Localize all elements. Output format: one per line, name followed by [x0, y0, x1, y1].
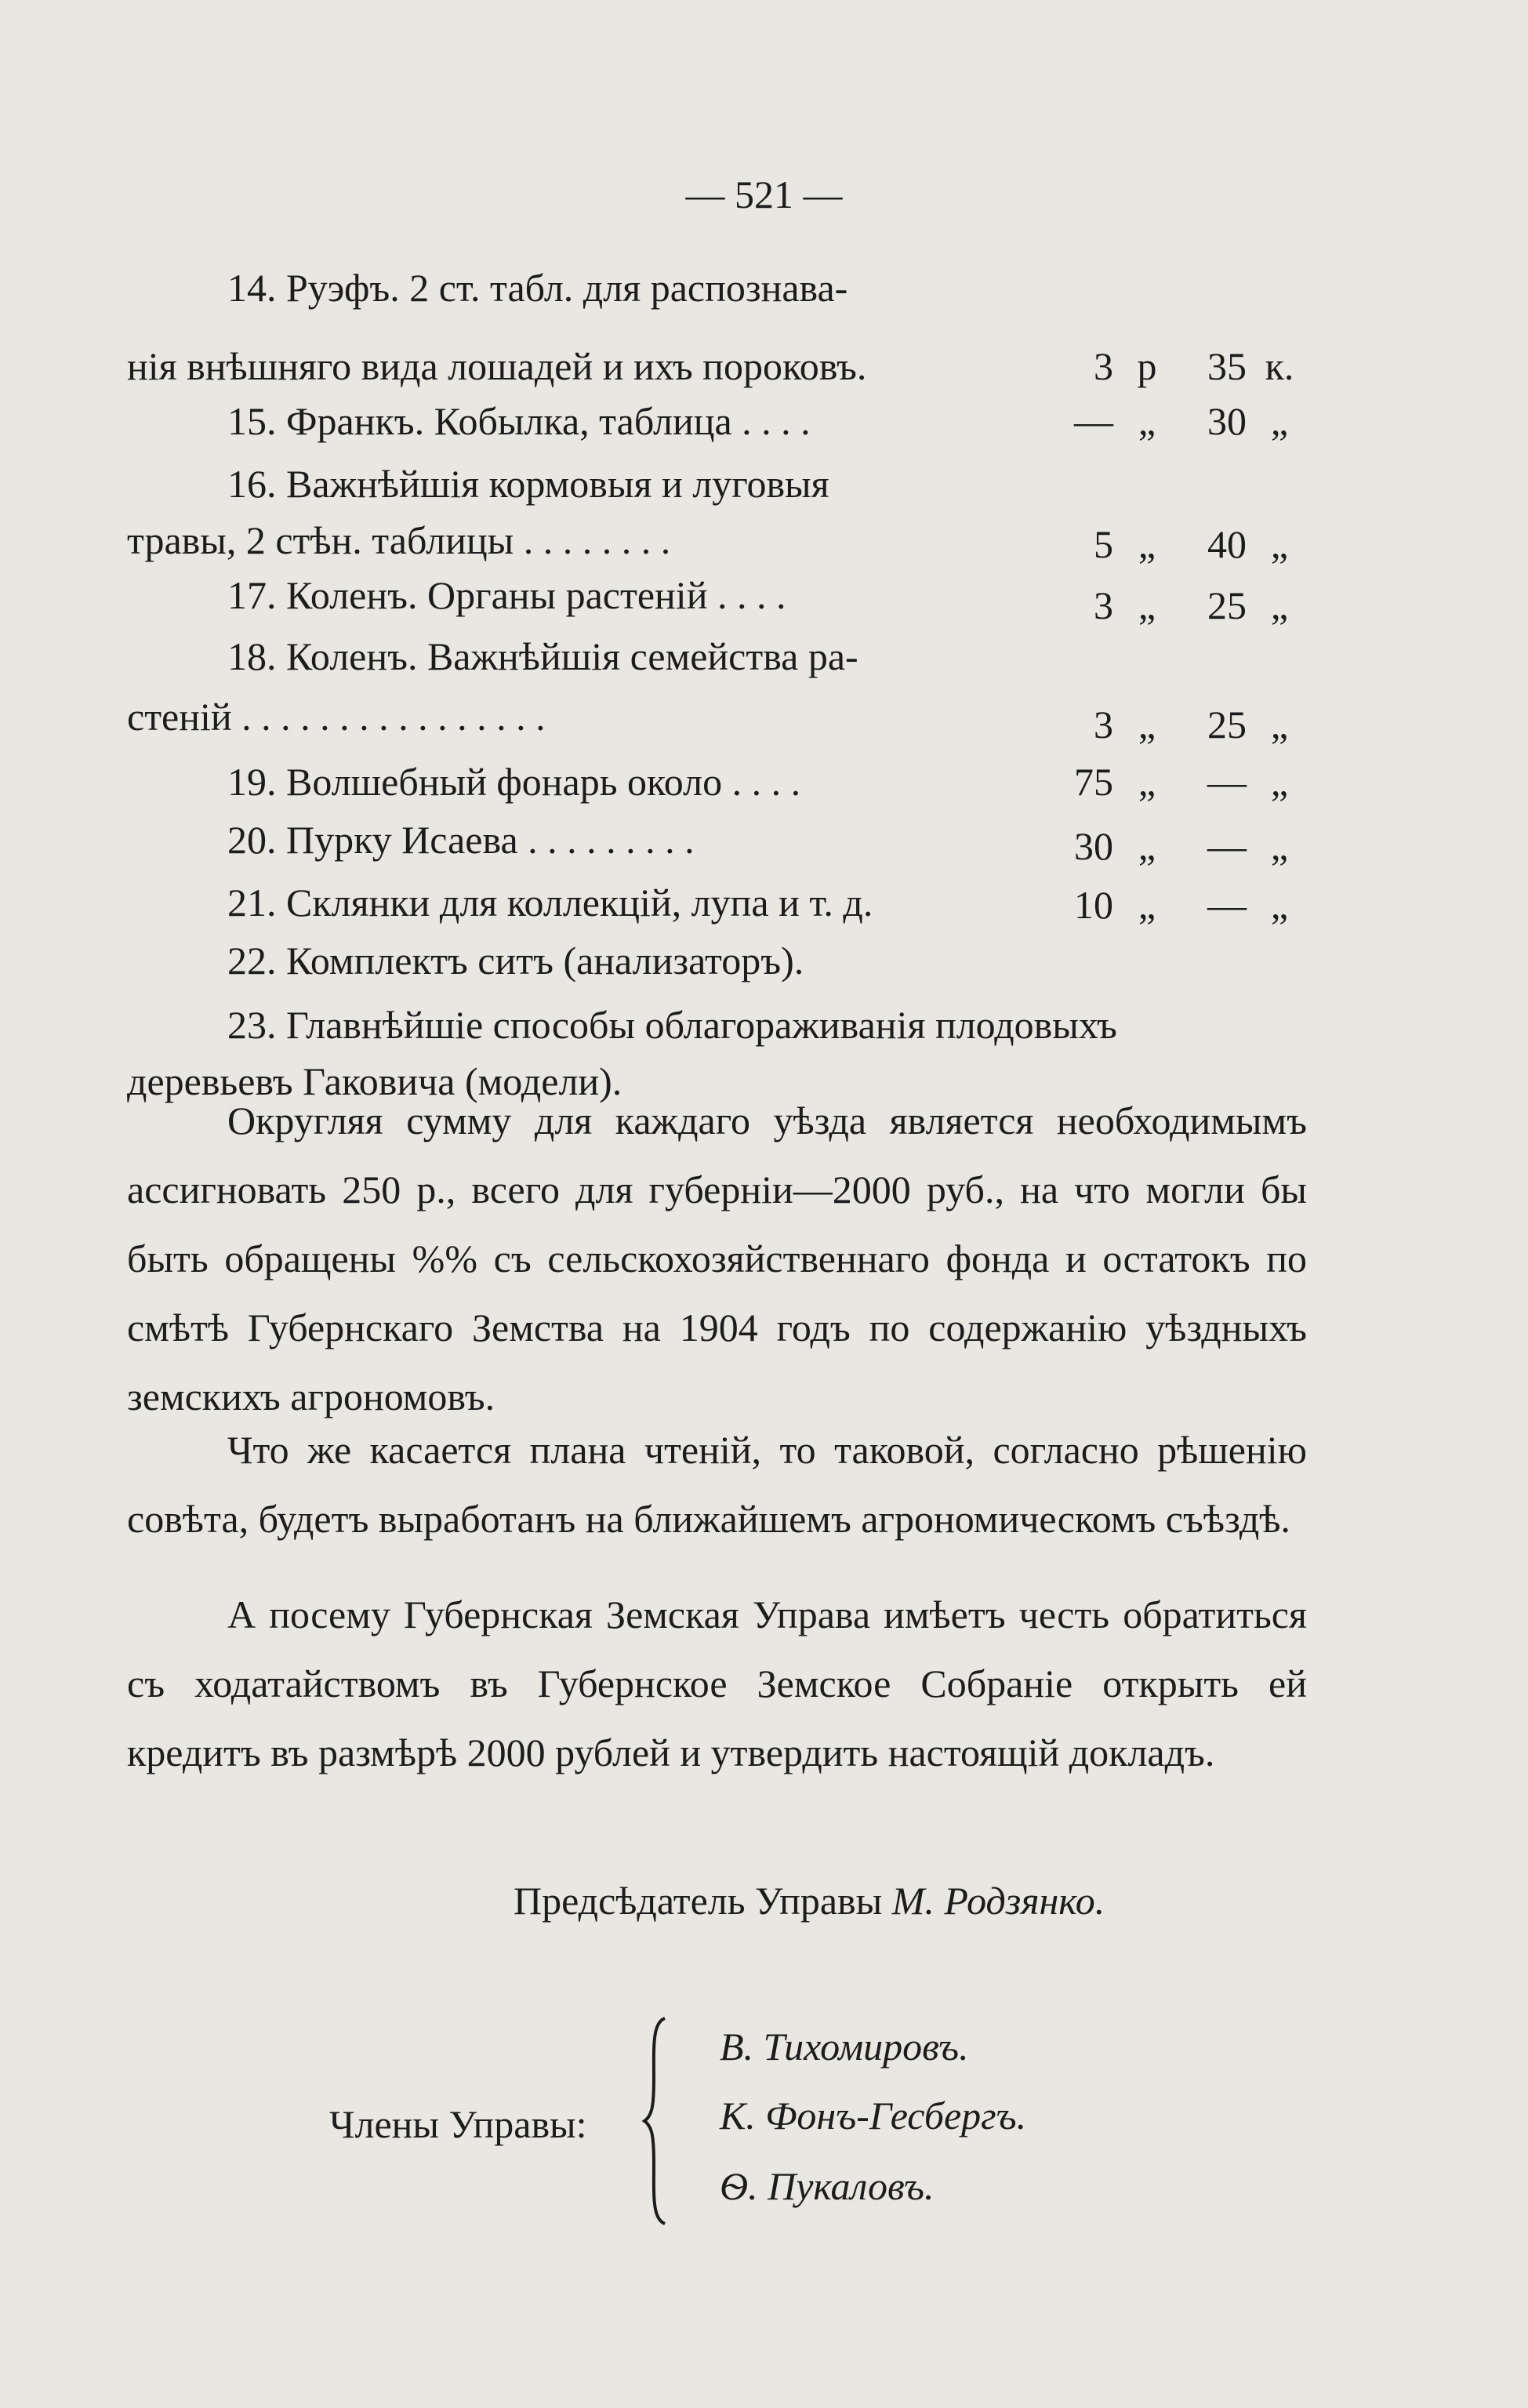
- price-rubles: 10: [1074, 883, 1113, 927]
- price-kopecks: —: [1207, 824, 1247, 868]
- price-suffix: „: [1270, 399, 1289, 443]
- price-rubles: 30: [1074, 824, 1113, 868]
- chairman-name: М. Родзянко.: [891, 1879, 1105, 1923]
- list-item-line: 17. Коленъ. Органы растеній . . . .: [227, 573, 786, 617]
- brace-icon: [641, 2015, 673, 2227]
- price-kopecks: —: [1207, 760, 1247, 804]
- list-item-line: 18. Коленъ. Важнѣйшія семейства ра-: [227, 634, 858, 678]
- paragraph: Округляя сумму для каждаго уѣзда является необходимымъ ассигновать 250 р., всего для губерніи—2000 руб., на что могли бы быть обращены %% съ сельскохозяйственнаго фонда и остатокъ по смѣтѣ Губернскаго Земства на 1904 годъ по содержанію уѣздныхъ земскихъ агрономовъ.: [127, 1099, 1307, 1418]
- price-suffix: к.: [1265, 344, 1294, 388]
- price-suffix: „: [1270, 522, 1289, 566]
- price-unit: р: [1137, 344, 1157, 388]
- page-number: — 521 —: [685, 173, 843, 216]
- list-item-line: 15. Франкъ. Кобылка, таблица . . . .: [227, 399, 811, 443]
- list-item-line: 22. Комплектъ ситъ (анализаторъ).: [227, 939, 804, 982]
- price-unit: „: [1138, 522, 1156, 566]
- list-item-line: 19. Волшебный фонарь около . . . .: [227, 760, 801, 804]
- list-item-line: деревьевъ Гаковича (модели).: [127, 1059, 622, 1103]
- price-unit: „: [1138, 703, 1156, 746]
- price-suffix: „: [1270, 824, 1289, 868]
- chairman-title: Предсѣдатель Управы: [514, 1879, 883, 1923]
- price-kopecks: 40: [1207, 522, 1247, 566]
- price-rubles: 3: [1094, 344, 1113, 388]
- price-kopecks: 35: [1207, 344, 1247, 388]
- member-name: К. Фонъ-Гесбергъ.: [720, 2094, 1027, 2137]
- price-unit: „: [1138, 883, 1156, 927]
- member-name: В. Тихомировъ.: [720, 2025, 969, 2068]
- price-kopecks: —: [1207, 883, 1247, 927]
- price-unit: „: [1138, 399, 1156, 443]
- list-item-line: 16. Важнѣйшія кормовыя и луговыя: [227, 462, 829, 506]
- price-rubles: 75: [1074, 760, 1113, 804]
- price-kopecks: 30: [1207, 399, 1247, 443]
- chairman-signature: [514, 1877, 1105, 1924]
- price-unit: „: [1138, 824, 1156, 868]
- price-rubles: 3: [1094, 703, 1113, 746]
- price-rubles: 5: [1094, 522, 1113, 566]
- price-unit: „: [1138, 583, 1156, 627]
- list-item-line: нія внѣшняго вида лошадей и ихъ пороковъ.: [127, 344, 867, 388]
- member-name: Ѳ. Пукаловъ.: [720, 2164, 935, 2208]
- price-kopecks: 25: [1207, 583, 1247, 627]
- members-label: Члены Управы:: [329, 2102, 587, 2146]
- paragraph: А посему Губернская Земская Управа имѣетъ честь обратиться съ ходатайствомъ въ Губернское Земское Собраніе открыть ей кредитъ въ размѣрѣ 2000 рублей и утвердить настоящій докладъ.: [127, 1593, 1307, 1774]
- list-item-line: 23. Главнѣйшіе способы облагораживанія плодовыхъ: [227, 1003, 1117, 1047]
- list-item-line: травы, 2 стѣн. таблицы . . . . . . . .: [127, 518, 671, 562]
- price-suffix: „: [1270, 583, 1289, 627]
- list-item-line: стеній . . . . . . . . . . . . . . . .: [127, 695, 546, 739]
- price-suffix: „: [1270, 703, 1289, 746]
- price-suffix: „: [1270, 883, 1289, 927]
- price-rubles: 3: [1094, 583, 1113, 627]
- list-item-line: 20. Пурку Исаева . . . . . . . . .: [227, 818, 695, 862]
- price-rubles: —: [1074, 399, 1113, 443]
- list-item-line: 14. Руэфъ. 2 ст. табл. для распознава-: [227, 266, 848, 310]
- price-suffix: „: [1270, 760, 1289, 804]
- list-item-line: 21. Склянки для коллекцій, лупа и т. д.: [227, 881, 873, 924]
- price-unit: „: [1138, 760, 1156, 804]
- paragraph: Что же касается плана чтеній, то таковой, согласно рѣшенію совѣта, будетъ выработанъ на ближайшемъ агрономическомъ съѣздѣ.: [127, 1428, 1307, 1541]
- price-kopecks: 25: [1207, 703, 1247, 746]
